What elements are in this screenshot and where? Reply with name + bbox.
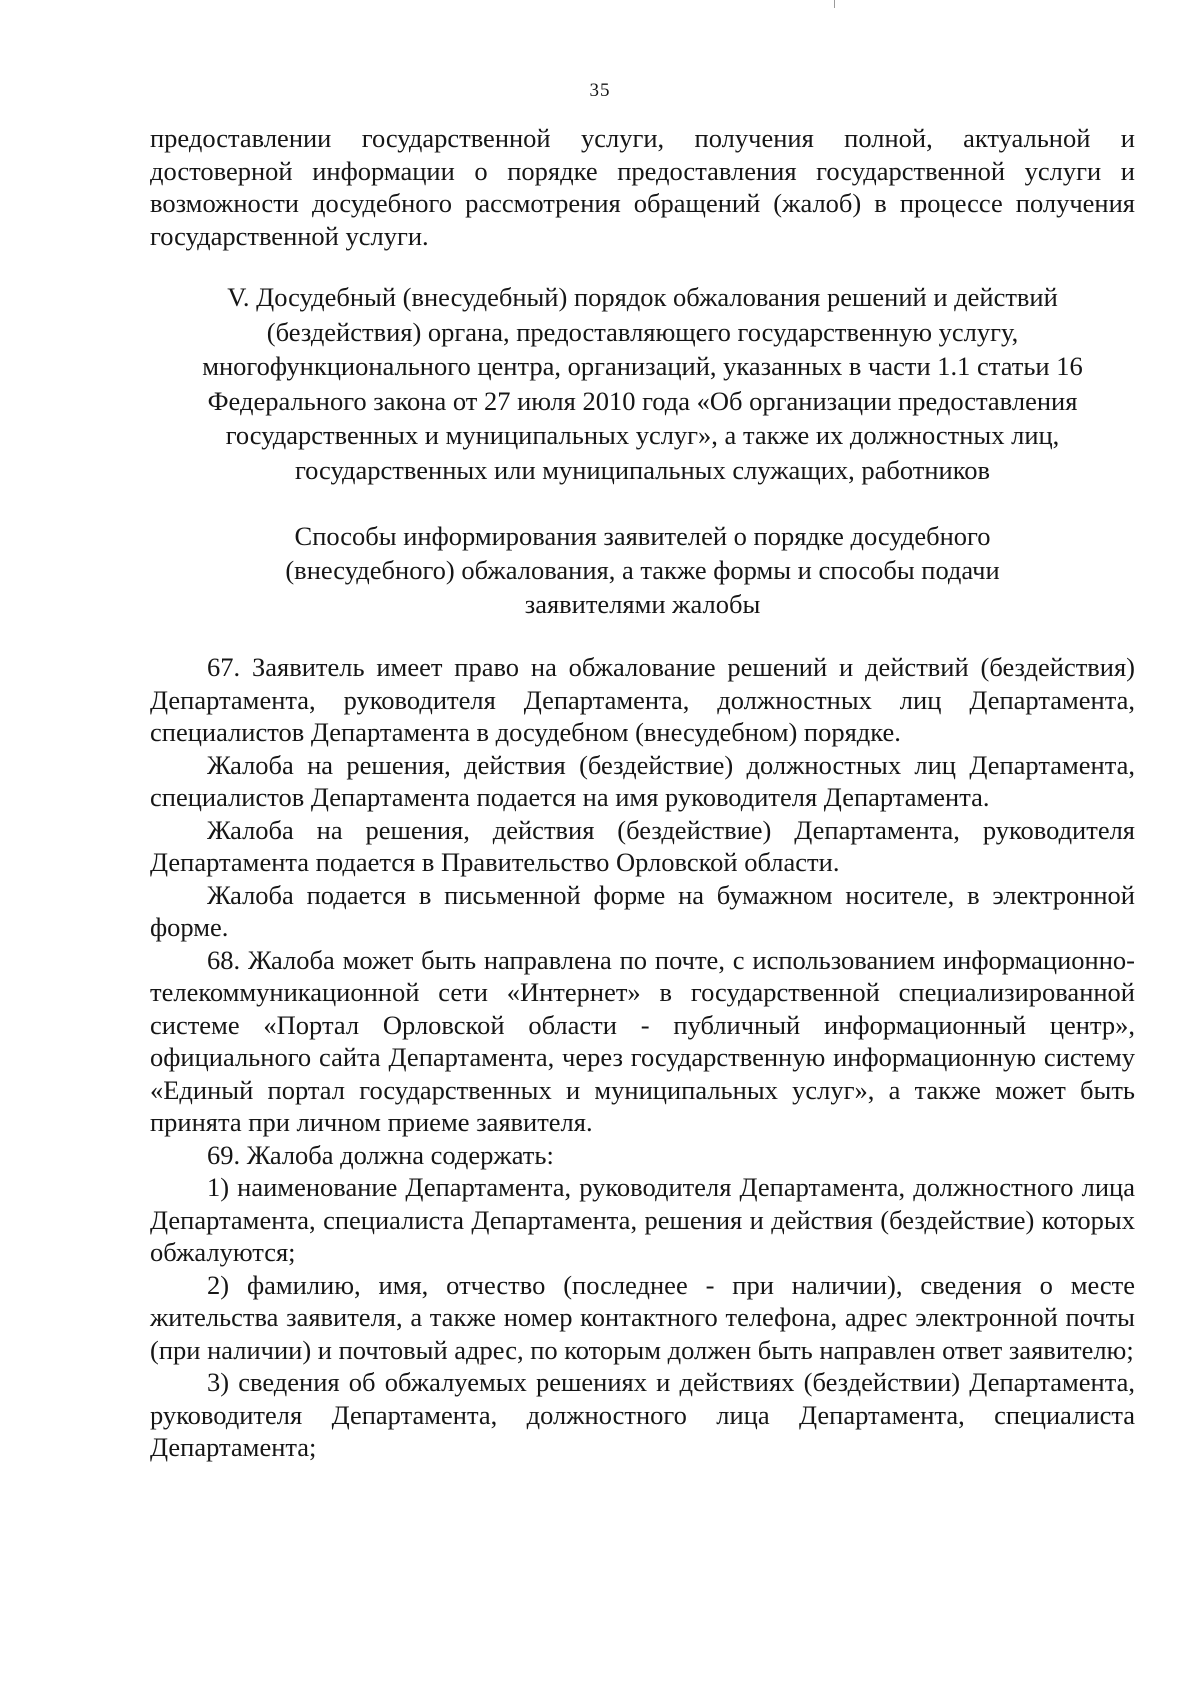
paragraph-complaint-officials: Жалоба на решения, действия (бездействие) должностных лиц Департамента, специалистов Департамента подается на имя руководителя Департамента. (150, 749, 1135, 812)
list-item-1: 1) наименование Департамента, руководителя Департамента, должностного лица Департамента, специалиста Департамента, решения и действия (бездействие) которых обжалуются; (150, 1172, 1135, 1267)
intro-paragraph: предоставлении государственной услуги, получения полной, актуальной и достоверной информации о порядке предоставления государственной услуги и возможности досудебного рассмотрения обращений (жалоб) в процессе получения государственной услуги. (150, 123, 1135, 251)
paragraph-complaint-form: Жалоба подается в письменной форме на бумажном носителе, в электронной форме. (150, 879, 1135, 942)
page-number: 35 (589, 80, 611, 101)
section-title: Способы информирования заявителей о порядке досудебного (внесудебного) обжалования, а также формы и способы подачи заявителями жалобы (285, 521, 1000, 619)
paragraph-67: 67. Заявитель имеет право на обжалование решений и действий (бездействия) Департамента, руководителя Департамента, должностных лиц Департамента, специалистов Департамента в досудебном (внесудебном) порядке. (150, 652, 1135, 747)
paragraph-complaint-department: Жалоба на решения, действия (бездействие) Департамента, руководителя Департамента подается в Правительство Орловской области. (150, 814, 1135, 877)
paragraph-68: 68. Жалоба может быть направлена по почте, с использованием информационно-телекоммуникационной сети «Интернет» в государственной специализированной системе «Портал Орловской области - публичный информационный центр», официального сайта Департамента, через государственную информационную систему «Единый портал государственных и муниципальных услуг», а также может быть принята при личном приеме заявителя. (150, 944, 1135, 1137)
chapter-title: V. Досудебный (внесудебный) порядок обжалования решений и действий (бездействия) органа, предоставляющего государственную услугу, многофункционального центра, организаций, указанных в части 1.1 статьи 16 Федерального закона от 27 июля 2010 года «Об организации предоставления государственных и муниципальных услуг», а также их должностных лиц, государственных или муниципальных служащих, работников (202, 282, 1083, 485)
list-item-3: 3) сведения об обжалуемых решениях и действиях (бездействии) Департамента, руководителя Департамента, должностного лица Департамента, специалиста Департамента; (150, 1367, 1135, 1462)
list-item-2: 2) фамилию, имя, отчество (последнее - при наличии), сведения о месте жительства заявителя, а также номер контактного телефона, адрес электронной почты (при наличии) и почтовый адрес, по которым должен быть направлен ответ заявителю; (150, 1269, 1135, 1365)
document-body (150, 122, 1135, 1464)
paragraph-69: 69. Жалоба должна содержать: (207, 1139, 554, 1170)
scan-edge-mark (834, 0, 835, 8)
